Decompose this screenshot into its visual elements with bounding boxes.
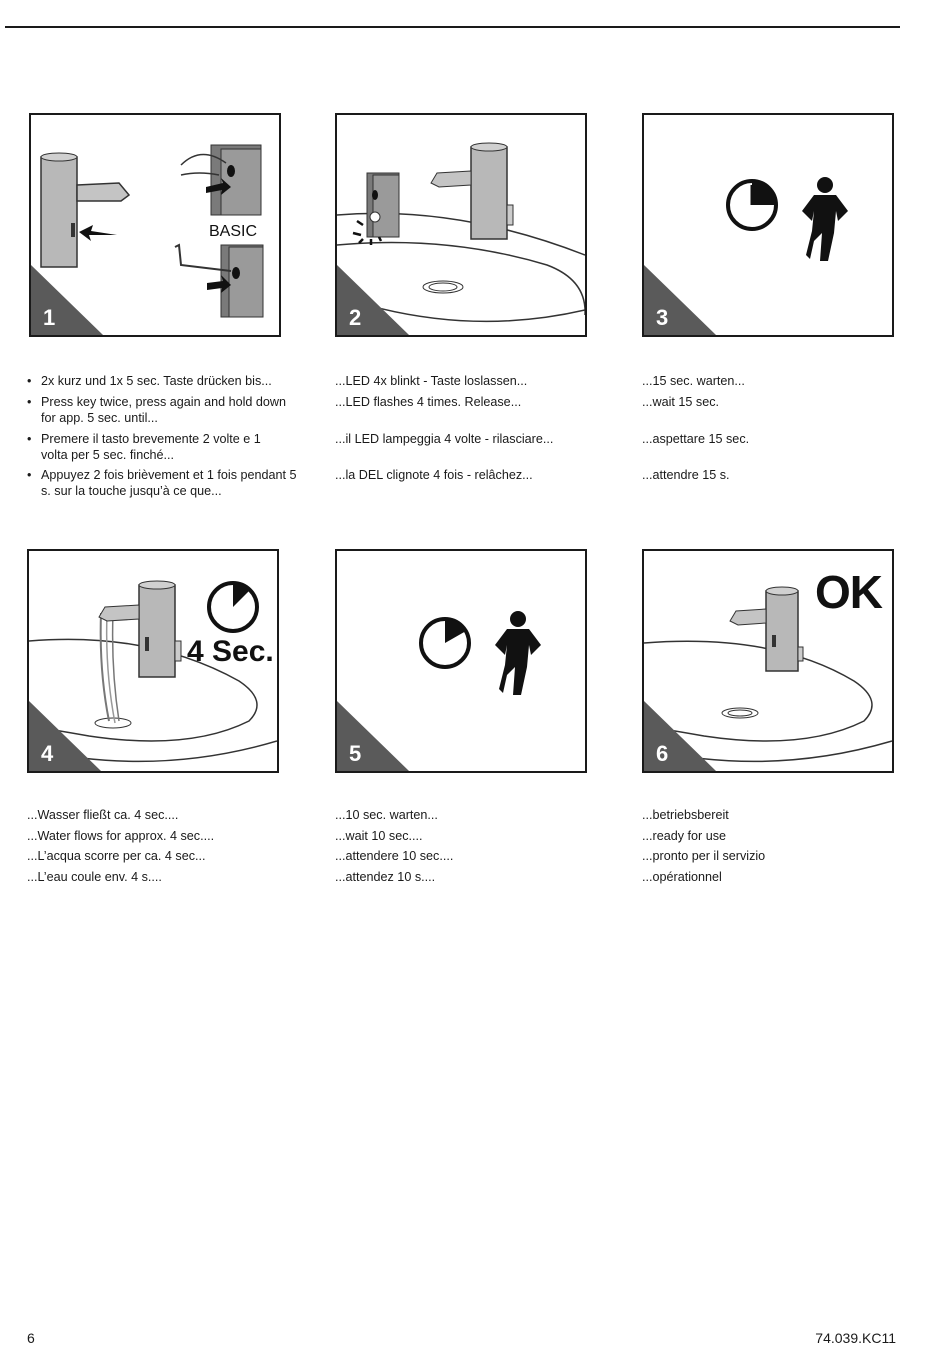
step-4-instructions: [27, 807, 307, 897]
bullet: •: [27, 432, 32, 446]
bullet: •: [27, 395, 32, 409]
instruction-line: ...L’eau coule env. 4 s....: [27, 870, 162, 884]
basic-label: BASIC: [209, 223, 258, 240]
instruction-line: ...aspettare 15 sec.: [642, 432, 750, 446]
instruction-line: ...wait 15 sec.: [642, 395, 719, 409]
ok-label: OK: [815, 566, 882, 618]
step-number: 6: [656, 741, 669, 766]
instruction-line: ...10 sec. warten...: [335, 808, 438, 822]
instruction-line: ...L’acqua scorre per ca. 4 sec...: [27, 849, 206, 863]
waiting-person-icon: [495, 611, 541, 695]
instruction-line: ...pronto per il servizio: [642, 849, 766, 863]
step-corner: [29, 701, 101, 771]
step-1-instructions: [27, 373, 307, 503]
duration-label: 4 Sec.: [187, 635, 274, 668]
clock-icon: [728, 181, 776, 229]
instruction-line: ...Water flows for approx. 4 sec....: [27, 829, 215, 843]
instruction-line: ...la DEL clignote 4 fois - relâchez...: [335, 468, 533, 482]
instruction-line: ...attendez 10 s....: [335, 870, 436, 884]
step-3-panel: [642, 113, 894, 337]
instruction-line: ...LED flashes 4 times. Release...: [335, 395, 522, 409]
step-6-instructions: [642, 807, 902, 897]
instruction-line: ...LED 4x blinkt - Taste loslassen...: [335, 374, 528, 388]
step-1-panel: [29, 113, 281, 337]
instruction-line: ...15 sec. warten...: [642, 374, 745, 388]
bullet: •: [27, 468, 32, 482]
instruction-line: ...il LED lampeggia 4 volte - rilasciare...: [335, 432, 554, 446]
step-corner: [337, 701, 409, 771]
clock-icon: [421, 619, 469, 667]
step-6-panel: [642, 549, 894, 773]
step-corner: [337, 265, 409, 335]
step-number: 3: [656, 305, 669, 330]
step-corner: [644, 701, 716, 771]
instruction-line: ...Wasser fließt ca. 4 sec....: [27, 808, 179, 822]
instruction-text: Press key twice, press again and hold down for app. 5 sec. until...: [41, 395, 287, 425]
step-2-instructions: [335, 373, 595, 493]
instruction-line: ...ready for use: [642, 829, 726, 843]
instruction-text: Premere il tasto brevemente 2 volte e 1 volta per 5 sec. finché...: [41, 432, 261, 462]
step-number: 1: [43, 305, 56, 330]
step-corner: [644, 265, 716, 335]
step-number: 4: [41, 741, 54, 766]
top-rule: [5, 26, 900, 28]
step-2-panel: [335, 113, 587, 337]
step-3-instructions: [642, 373, 902, 493]
step-5-panel: [335, 549, 587, 773]
instruction-line: ...wait 10 sec....: [335, 829, 423, 843]
waiting-person-icon: [802, 177, 848, 261]
instruction-line: ...attendere 10 sec....: [335, 849, 454, 863]
instruction-text: Appuyez 2 fois brièvement et 1 fois pendant 5 s. sur la touche jusqu’à ce que...: [41, 468, 297, 498]
bullet: •: [27, 374, 32, 388]
step-4-panel: [27, 549, 279, 773]
document-code: 74.039.KC11: [815, 1330, 896, 1346]
instruction-text: 2x kurz und 1x 5 sec. Taste drücken bis...: [41, 374, 272, 388]
clock-icon: [209, 583, 257, 631]
step-number: 5: [349, 741, 362, 766]
instruction-line: ...opérationnel: [642, 870, 722, 884]
instruction-line: ...attendre 15 s.: [642, 468, 730, 482]
step-5-instructions: [335, 807, 595, 897]
step-number: 2: [349, 305, 362, 330]
step-corner: [31, 265, 103, 335]
instruction-line: ...betriebsbereit: [642, 808, 729, 822]
page-number: 6: [27, 1330, 35, 1346]
